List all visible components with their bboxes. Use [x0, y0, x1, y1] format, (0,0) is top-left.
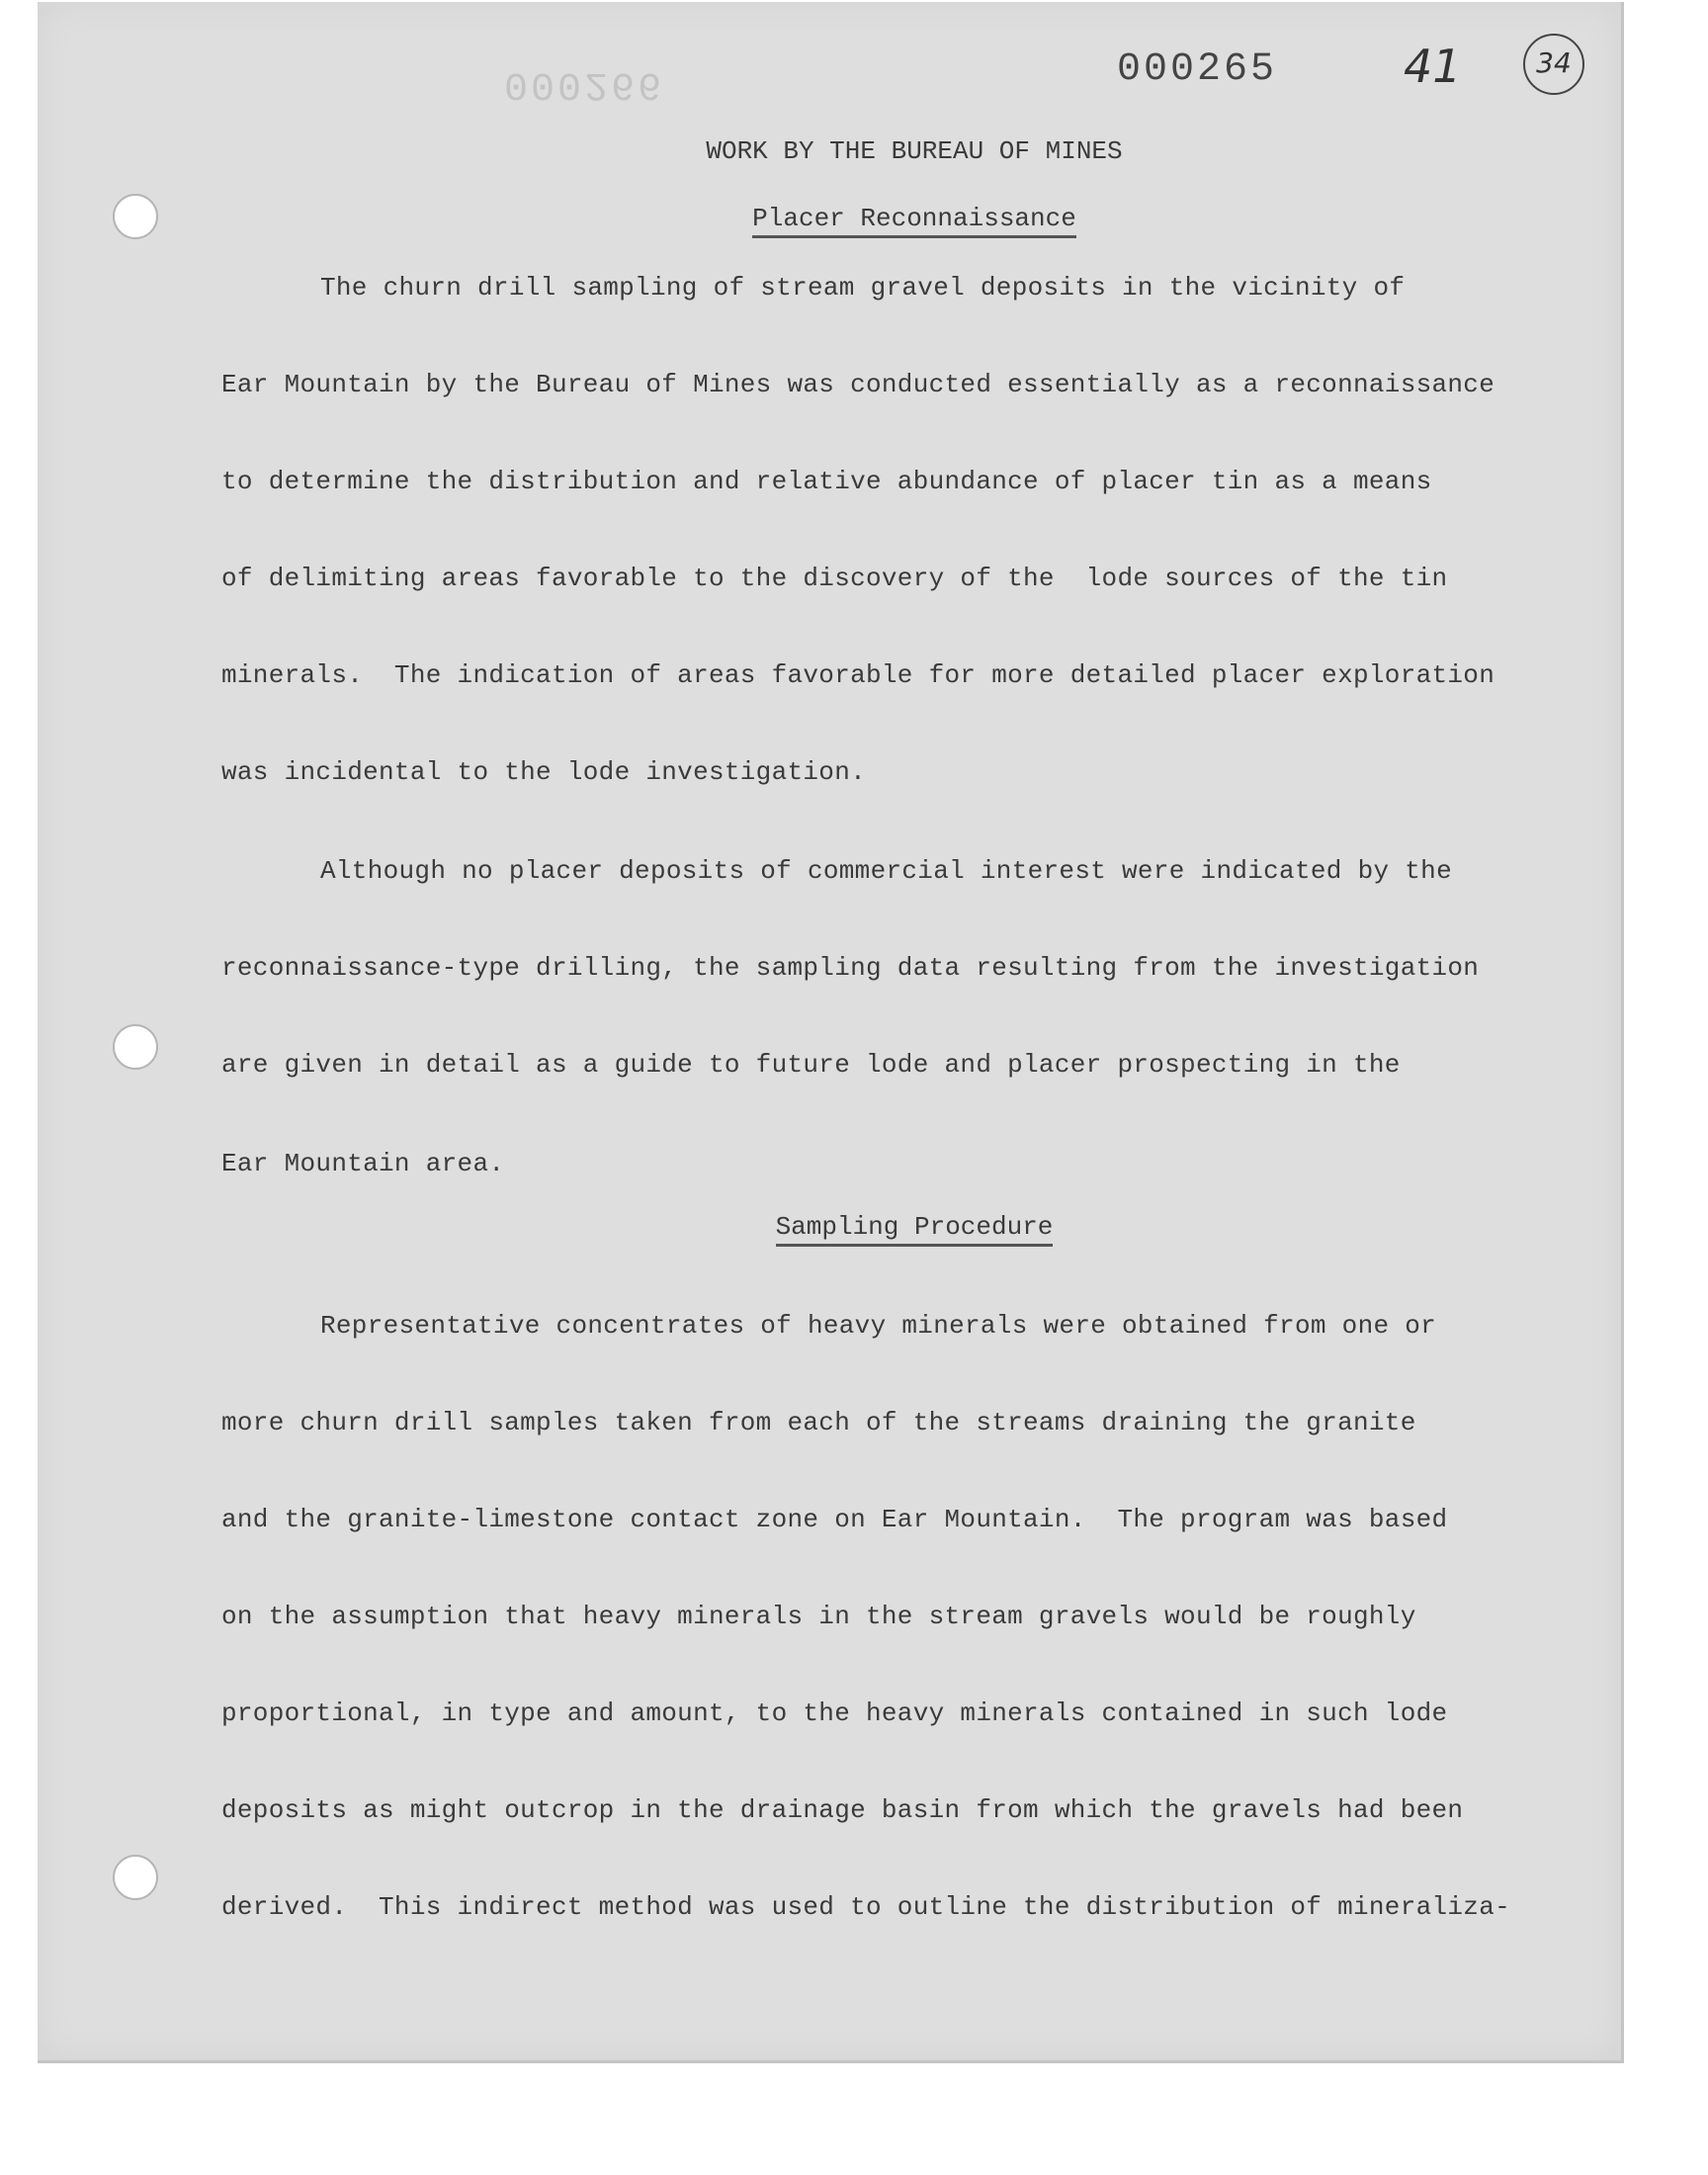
bleed-through-stamp: 000266	[504, 61, 665, 106]
paragraph-line: more churn drill samples taken from each of the streams draining the granite	[221, 1408, 1416, 1437]
paragraph-line: Representative concentrates of heavy minerals were obtained from one or	[320, 1311, 1437, 1341]
paragraph-line: proportional, in type and amount, to the heavy minerals contained in such lode	[221, 1698, 1448, 1728]
document-title: WORK BY THE BUREAU OF MINES	[706, 136, 1123, 166]
document-stamp-number: 000265	[1117, 47, 1278, 92]
paragraph-line: on the assumption that heavy minerals in the stream gravels would be roughly	[221, 1602, 1416, 1631]
paragraph-line: The churn drill sampling of stream gravel deposits in the vicinity of	[320, 273, 1406, 303]
paragraph-line: to determine the distribution and relative abundance of placer tin as a means	[221, 467, 1432, 496]
handwritten-circled-number: 34	[1523, 34, 1584, 95]
paragraph-line: Ear Mountain by the Bureau of Mines was conducted essentially as a reconnaissance	[221, 370, 1495, 399]
paragraph-line: was incidental to the lode investigation.	[221, 757, 867, 787]
paragraph-line: Although no placer deposits of commercial interest were indicated by the	[320, 856, 1452, 886]
paper-sheet	[38, 2, 1624, 2063]
paragraph-line: of delimiting areas favorable to the discovery of the lode sources of the tin	[221, 564, 1448, 593]
paragraph-line: reconnaissance-type drilling, the sampling data resulting from the investigation	[221, 953, 1480, 983]
punch-hole-bottom	[113, 1855, 158, 1900]
paragraph-line: and the granite-limestone contact zone on Ear Mountain. The program was based	[221, 1505, 1448, 1534]
paragraph-line: are given in detail as a guide to future lode and placer prospecting in the	[221, 1050, 1401, 1080]
section-heading-placer-reconnaissance: Placer Reconnaissance	[0, 204, 1708, 238]
paragraph-line: Ear Mountain area.	[221, 1149, 505, 1178]
paragraph-line: derived. This indirect method was used to outline the distribution of mineraliza-	[221, 1892, 1511, 1922]
section-heading-sampling-procedure: Sampling Procedure	[0, 1212, 1708, 1247]
punch-hole-middle	[113, 1024, 158, 1070]
handwritten-page-number: 41	[1404, 40, 1462, 93]
paragraph-line: minerals. The indication of areas favorable for more detailed placer exploration	[221, 660, 1495, 690]
paragraph-line: deposits as might outcrop in the drainage basin from which the gravels had been	[221, 1795, 1464, 1825]
